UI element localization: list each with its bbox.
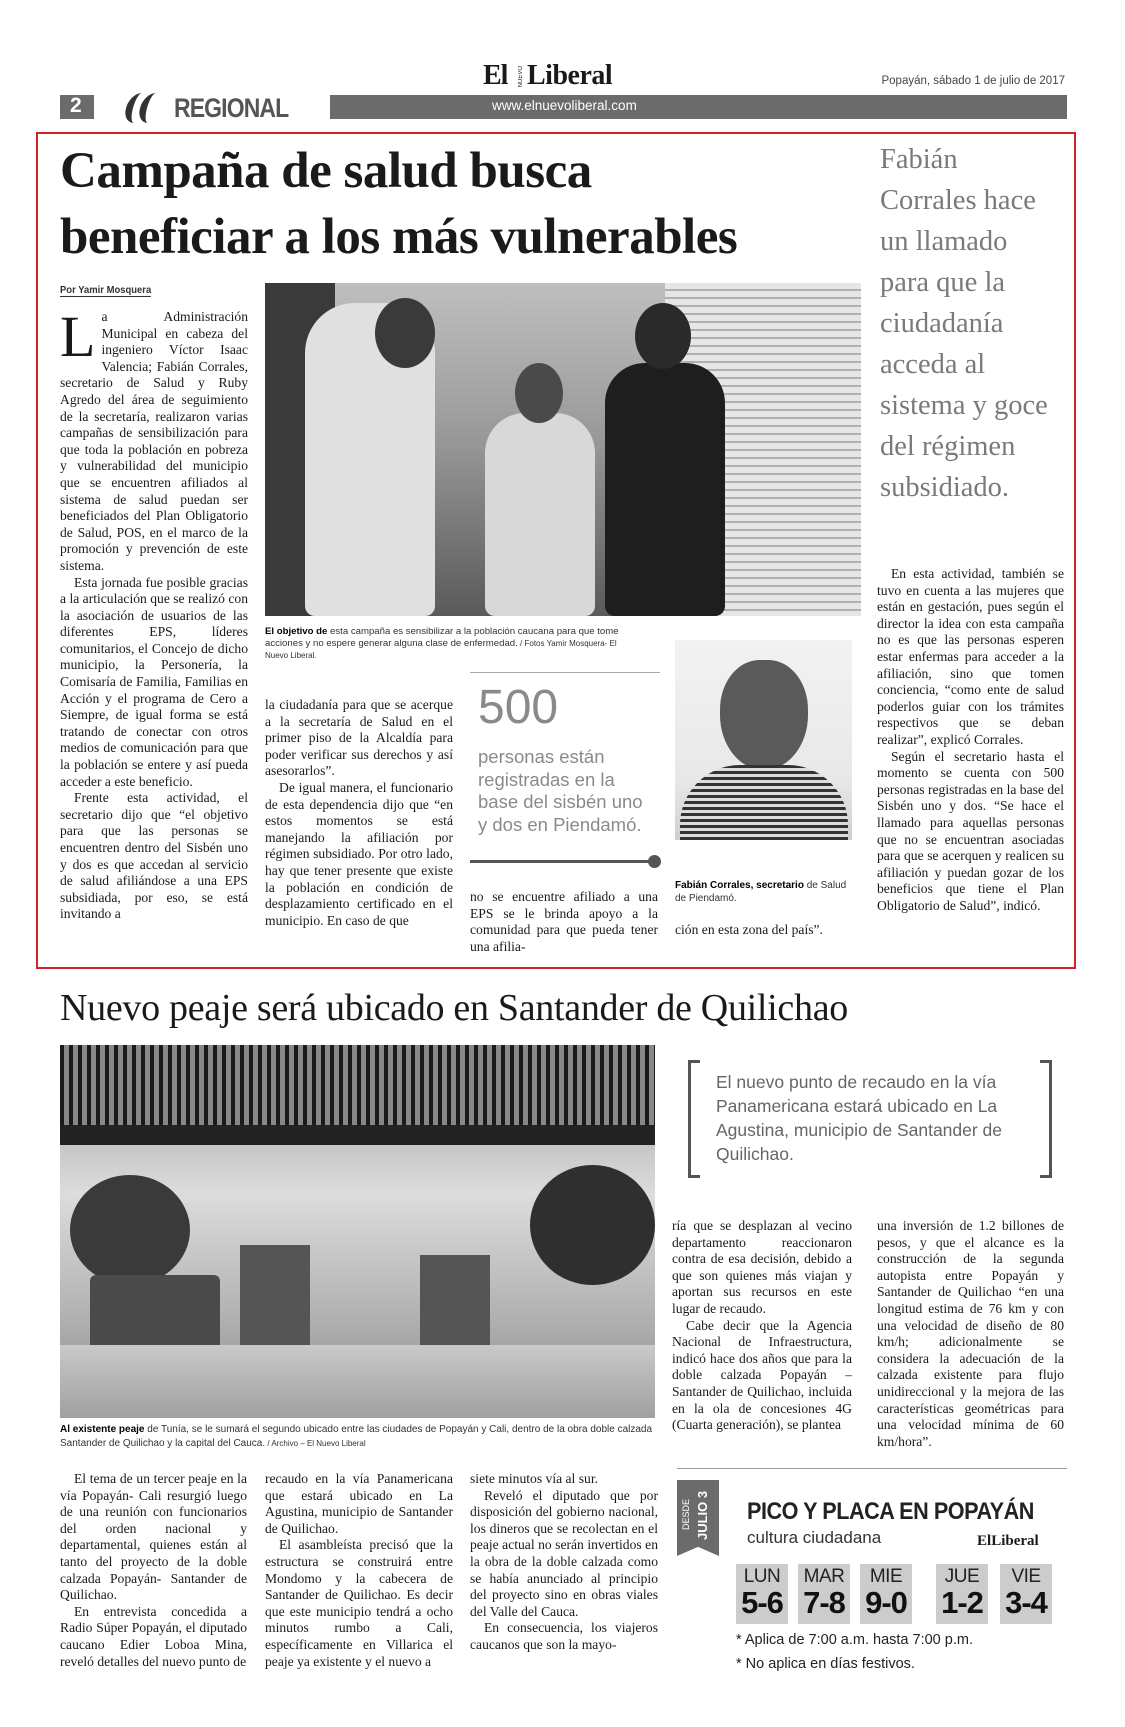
person-3-head [635, 303, 691, 369]
byline: Por Yamir Mosquera [60, 284, 152, 296]
paragraph: Esta jornada fue posible gracias a la articulación que se realizó con la asociación de usuarios de las diferentes EPS, líderes comunitarios, el Concejo de dicho municipio, la Personería, la Comisaría de Familia, Familias en Acción y el programa de Cero a Siempre, de igual forma se está tratando de conectar con otros medios de comunicación para que la población se entere y así pueda acceder a este beneficio. [60, 574, 248, 789]
toll-roof-beam [60, 1125, 655, 1145]
logo-liberal: Liberal [527, 60, 613, 91]
dropcap: L [60, 304, 96, 369]
portrait-caption [675, 879, 855, 905]
website-bar [330, 95, 1067, 119]
pull-quote: Fabián Corrales hace un llamado para que la ciudadanía acceda al sistema y goce del régimen subsidiado. [880, 144, 1048, 503]
pico-logo-el: El [977, 1533, 992, 1549]
toll-photo-caption [60, 1423, 655, 1451]
headline-line-1: Campaña de salud busca [60, 143, 592, 199]
day-monday [736, 1564, 788, 1624]
bracket-left-icon [688, 1060, 700, 1178]
toll-caption-text: de Tunía, se le sumará el segundo ubicado entre las ciudades de Popayán y Cali, dentro de la obra doble calzada Santander de Quilichao y la capital del Cauca. [60, 1424, 653, 1449]
paragraph: recaudo en la vía Panamericana que estará ubicado en La Agustina, municipio de Santander de Quilichao. [265, 1471, 453, 1536]
paragraph: una inversión de 1.2 billones de pesos, y que el alcance es la construcción de la segunda autopista entre Popayán y Santander de Quilichao “en una longitud estima de 76 km y con una velocidad de diseño de 80 km/h; adicionalmente se considera la adecuación de la calzada existente para flujo unidireccional y la mejora de las características geométricas para una velocidad mínima de 60 km/hora”. [877, 1218, 1064, 1449]
pico-placa-note-holidays: * No aplica en días festivos. [736, 1656, 915, 1672]
person-3 [605, 363, 725, 616]
paragraph: la ciudadanía para que se acerque a la secretaría de Salud en el primer piso de la Alcaldía para poder verificar sus derechos y así asesorarlos”. [265, 697, 453, 779]
masthead-logo [483, 60, 643, 92]
portrait-photo [675, 640, 852, 840]
toll-caption-lead: Al existente peaje [60, 1424, 145, 1435]
caption-credit: / Fotos Yamir Mosquera- El Nuevo Liberal. [265, 639, 617, 660]
day-label: MIE [869, 1566, 903, 1587]
plate-digits: 3-4 [1005, 1585, 1047, 1620]
headline-line-2: beneficiar a los más vulnerables [60, 209, 738, 265]
article1-headline [60, 138, 860, 270]
stat-rule-bottom [470, 860, 650, 863]
paragraph: siete minutos vía al sur. [470, 1471, 598, 1486]
stat-dot-icon [648, 855, 661, 868]
paragraph: Reveló el diputado que por disposición del gobierno nacional, los dineros que se recolectan en el peaje actual no serán invertidos en la obra de la doble calzada como se había anunciado al principio del proyecto sino en obras viales del Valle del Cauca. [470, 1487, 658, 1619]
day-label: VIE [1011, 1566, 1041, 1587]
article1-column-1 [60, 304, 248, 941]
pico-placa-note-hours: * Aplica de 7:00 a.m. hasta 7:00 p.m. [736, 1632, 973, 1648]
paragraph: De igual manera, el funcionario de esta dependencia dijo que “en estos momentos se está manejando la afiliación por régimen subsidiado. Por otro lado, hay que tener presente que existe la población en condición de desplazamiento certificado en el municipio. En caso de que [265, 779, 453, 928]
toll-booth-2 [420, 1255, 490, 1355]
portrait-caption-text: de Salud de Piendamó. [675, 880, 847, 904]
paragraph: a Administración Municipal en cabeza del ingeniero Víctor Isaac Valencia; Fabián Corrales, secretario de Salud y Ruby Agredo del área de seguimiento de la secretaría, realizaron varias campañas de sensibilización para que toda la población en pobreza y vulnerabilidad del municipio que se encuentren afiliados al sistema de salud puedan ser beneficiados del Plan Obligatorio de Salud, POS, en el marco de la promoción y prevención de este sistema. [60, 309, 248, 573]
plate-digits: 7-8 [803, 1585, 845, 1620]
day-label: LUN [743, 1566, 781, 1587]
portrait-caption-lead: Fabián Corrales, secretario [675, 880, 804, 891]
pico-logo-liberal: Liberal [991, 1533, 1039, 1549]
day-tuesday [798, 1564, 850, 1624]
article2-bottom-column-1 [60, 1471, 247, 1701]
stat-box [470, 672, 660, 902]
caption-text: esta campaña es sensibilizar a la población caucana para que tome acciones y no espere generar alguna clase de enfermedad. [265, 626, 619, 649]
header-bar [60, 93, 1067, 121]
article1-column-5 [877, 566, 1064, 946]
road [60, 1345, 655, 1418]
date-tag-date: JULIO 3 [695, 1490, 710, 1540]
article2-bottom-column-2 [265, 1471, 453, 1701]
sidebar-quote-text: El nuevo punto de recaudo en la vía Panamericana estará ubicado en La Agustina, municipio de Santander de Quilichao. [716, 1072, 1003, 1164]
toll-photo [60, 1045, 655, 1418]
page-number: 2 [70, 94, 82, 117]
caption-lead: El objetivo de [265, 626, 328, 637]
trees-right [530, 1165, 655, 1285]
website-url[interactable]: www.elnuevoliberal.com [492, 98, 637, 113]
article1-column-3: no se encuentre afiliado a una EPS se le brinda apoyo a la comunidad para que pueda tener una afilia- [470, 889, 658, 954]
stat-rule-top [470, 672, 660, 673]
stat-number: 500 [478, 681, 559, 734]
paragraph: El tema de un tercer peaje en la vía Popayán- Cali resurgió luego de una reunión con funcionarios del orden nacional y departamental, quienes están al tanto del proyecto de la doble calzada Popayán- Santander de Quilichao. [60, 1471, 247, 1603]
plate-digits: 1-2 [941, 1585, 983, 1620]
pico-placa-title: PICO Y PLACA EN POPAYÁN [747, 1498, 1034, 1525]
plate-digits: 9-0 [865, 1585, 907, 1620]
paragraph: Cabe decir que la Agencia Nacional de Infraestructura, indicó hace dos años que para la doble calzada Popayán – Santander de Quilichao, incluida en la ola de concesiones 4G (Cuarta generación), se plantea [672, 1317, 852, 1433]
paragraph: En entrevista concedida a Radio Súper Popayán, el diputado caucano Edier Loboa Mina, reveló detalles del nuevo punto de [60, 1603, 247, 1669]
article2-column-4 [877, 1218, 1064, 1449]
trees-left [70, 1175, 190, 1285]
paragraph: En consecuencia, los viajeros caucanos que son la mayo- [470, 1620, 658, 1652]
person-2-head [515, 363, 563, 423]
pico-placa-rule [677, 1468, 1067, 1469]
plate-digits: 5-6 [741, 1585, 783, 1620]
paragraph: ría que se desplazan al vecino departamento reaccionaron contra de esa decisión, debido a que son quienes más viajan y aportan sus recursos en este lugar de recaudo. [672, 1218, 852, 1316]
day-friday [1000, 1564, 1052, 1624]
dateline: Popayán, sábado 1 de julio de 2017 [881, 75, 1065, 87]
article2-column-3 [672, 1218, 852, 1438]
bracket-right-icon [1040, 1060, 1052, 1178]
logo-nuevo: NUEVO [518, 66, 524, 88]
day-wednesday [860, 1564, 912, 1624]
article1-column-4: ción en esta zona del país”. [675, 922, 823, 937]
paragraph: Frente esta actividad, el secretario dijo que “el objetivo para que las personas se encuentren dentro del Sisbén uno y dos es que accedan al servicio de salud afiliándose a una EPS subsidiada, por eso, se está invitando a [60, 790, 248, 922]
section-title: REGIONAL [174, 93, 289, 123]
portrait-shirt [680, 765, 848, 840]
article2-bottom-column-3 [470, 1471, 658, 1701]
day-label: MAR [803, 1566, 845, 1587]
portrait-head [720, 660, 808, 770]
toll-canopy [60, 1045, 655, 1135]
date-tag-desde: DESDE [681, 1498, 691, 1530]
toll-caption-credit: / Archivo – El Nuevo Liberal [265, 1439, 366, 1448]
paragraph: En esta actividad, también se tuvo en cuenta a las mujeres que están en gestación, pues según el director la idea con esta campaña no es que las personas esperen estar enfermas para acceder a la afiliación, sino que tomen conciencia, “como ente de salud poderlos guiar con los trámites respectivos que se deban realizar”, explicó Corrales. [877, 566, 1064, 747]
pico-placa-subtitle: cultura ciudadana [747, 1528, 882, 1547]
article1-column-2 [265, 697, 453, 941]
pico-placa-logo [977, 1532, 1039, 1550]
sidebar-quote-box [688, 1060, 1052, 1178]
article2-headline: Nuevo peaje será ubicado en Santander de Quilichao [60, 987, 848, 1029]
photo-caption [265, 626, 635, 662]
campaign-photo [265, 283, 861, 616]
person-2 [485, 413, 595, 616]
logo-el: El [483, 60, 508, 91]
day-thursday [936, 1564, 988, 1624]
person-1-head [375, 298, 435, 368]
paragraph: El asambleísta precisó que la estructura se construirá entre Mondomo y la cabecera de Santander de Quilichao. Es decir que este municipio tendrá a ocho minutos rumbo a Cali, específicamente en Villarica el peaje ya existente y el nuevo a [265, 1537, 453, 1669]
paragraph: Según el secretario hasta el momento se cuenta con 500 personas registradas en la base del Sisbén uno y dos. “Se hace el llamado para aquellas personas que no se encuentran asociadas para que se acerquen y realicen su afiliación y puedan gozar de los beneficios que tiene el Plan Obligatorio de Salud”, indicó. [877, 748, 1064, 913]
day-label: JUE [944, 1566, 980, 1587]
stat-text: personas están registradas en la base del sisbén uno y dos en Piendamó. [478, 746, 643, 835]
toll-booth-1 [240, 1245, 310, 1355]
